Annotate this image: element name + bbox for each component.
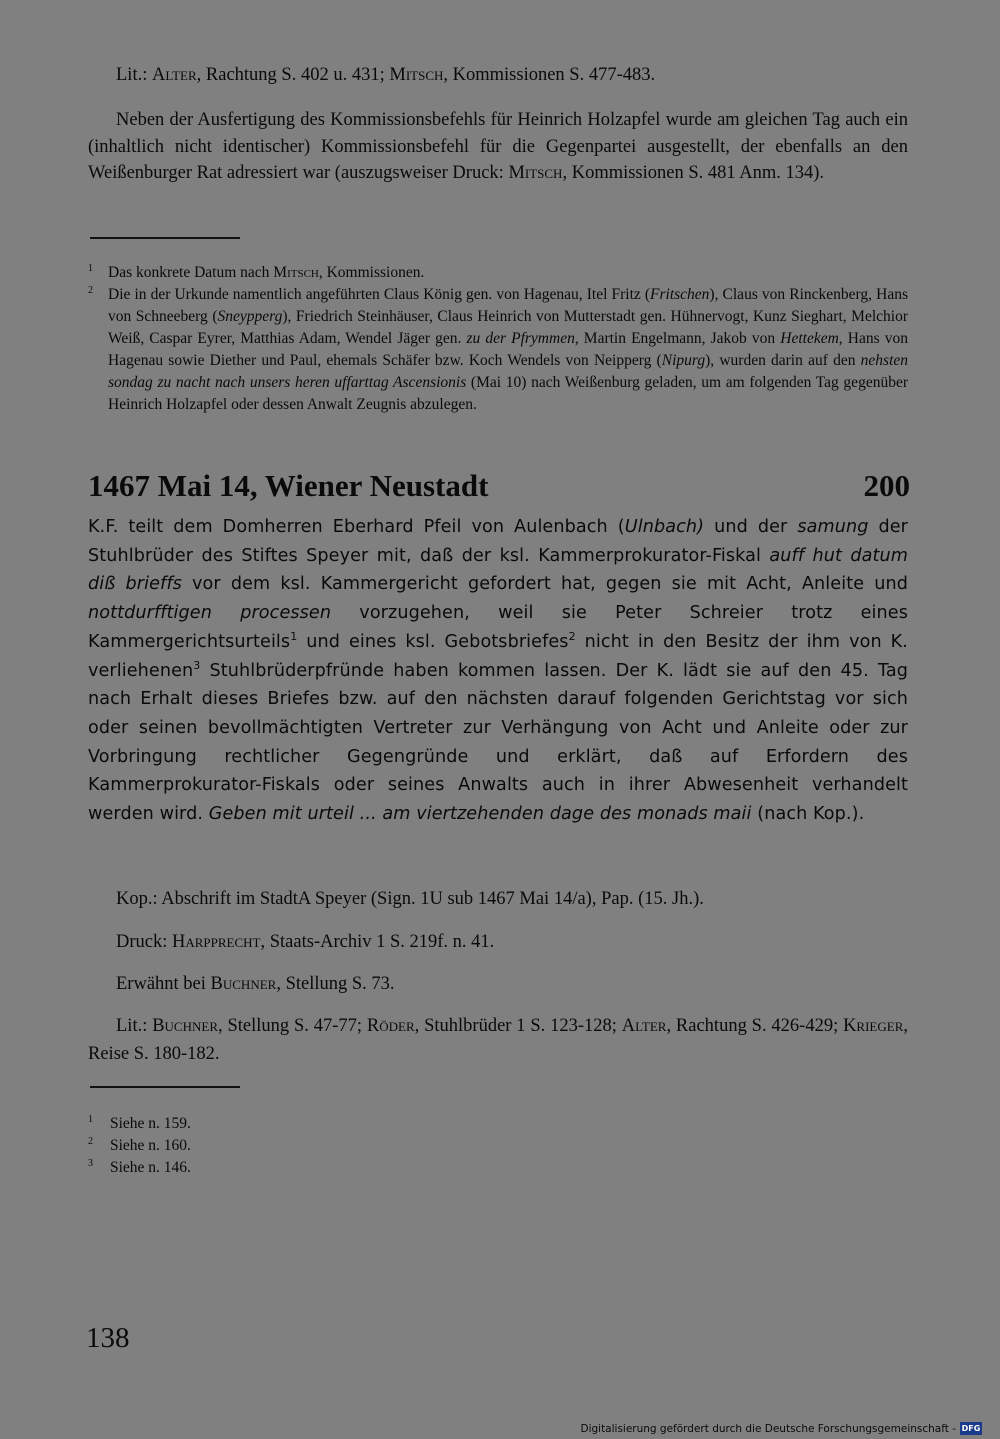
reference: , Rachtung S. 426-429; <box>666 1016 839 1036</box>
author: Krieger <box>843 1016 904 1036</box>
regest-text <box>88 513 908 829</box>
footnote-text: Siehe n. 146. <box>110 1159 191 1176</box>
text: vorzugehen, weil sie Peter Schreier trotz eines Kammergerichtsurteils <box>88 603 908 652</box>
italic-quote: samung <box>797 517 869 537</box>
reference: , Reise S. 180-182. <box>88 1016 908 1064</box>
dfg-logo: DFG <box>961 1424 981 1433</box>
footnote-italic: nehsten sondag zu nacht nach unsers heren uffarttag Ascensionis <box>108 352 909 391</box>
footnote-text: ), wurden darin auf den <box>705 352 861 369</box>
footnote-number: 2 <box>88 1136 93 1147</box>
text: Stuhlbrüderpfründe haben kommen lassen. Der K. lädt sie auf den 45. Tag nach Erhalt dieses Briefes bzw. auf den nächsten darauf folgenden Gerichtstag vor sich oder seinen bevollmächtigten Vertreter zur Verhängung von Acht und Anleite oder zur Vorbringung rechtlicher Gegengründe und erklärt, daß auf Erfordern des Kammerprokurator-Fiskals oder seines Anwalts auch in ihrer Abwesenheit verhandelt werden wird. <box>88 660 908 825</box>
entry-heading <box>88 464 910 508</box>
funding-notice: Digitalisierung gefördert durch die Deutsche Forschungsgemeinschaft - <box>580 1423 956 1435</box>
footnote-number: 1 <box>88 263 93 274</box>
source-mention <box>116 971 916 997</box>
footnote-text: ), Friedrich Steinhäuser, Claus Heinrich von Mutterstadt gen. Hühnervogt, Kunz Sieghart, Melchior Weiß, Caspar Eyrer, Matthias Adam, Wendel Jäger gen. <box>108 308 908 347</box>
footnote <box>88 1157 488 1179</box>
label: Erwähnt bei <box>116 974 206 994</box>
text: nicht in den Besitz der ihm von K. verliehenen <box>88 631 908 681</box>
footnote-text: , Kommissionen. <box>318 264 425 281</box>
footnote-italic: Sneypperg <box>217 308 283 325</box>
lit-label: Lit.: <box>116 1016 148 1036</box>
footnote <box>88 1135 488 1157</box>
author: Mitsch <box>273 264 319 281</box>
footnote-text: , Hans von Hagenau sowie Diether und Paul, ehemals Schäfer bzw. Koch Wendels von Neipperg ( <box>108 330 908 369</box>
author: Röder <box>366 1016 415 1036</box>
footnote-number: 1 <box>88 1114 93 1125</box>
literature-top <box>116 62 916 88</box>
italic-quote: auff hut datum diß brieffs <box>88 545 908 595</box>
author: Alter <box>621 1016 667 1036</box>
page-number: 138 <box>86 1322 130 1354</box>
literature-bottom <box>88 1012 908 1068</box>
text: K.F. teilt dem Domherren Eberhard Pfeil von Aulenbach ( <box>88 517 625 537</box>
footnote-text: Siehe n. 160. <box>110 1137 191 1154</box>
footnote <box>88 262 908 284</box>
footnote-text: Die in der Urkunde namentlich angeführten Claus König gen. von Hagenau, Itel Fritz ( <box>108 286 651 303</box>
footnotes-top <box>88 262 908 416</box>
footnotes-bottom <box>88 1113 488 1179</box>
footnote-italic: Hettekem <box>780 330 839 347</box>
footnote-ref: 2 <box>568 629 576 643</box>
entry-date-place: 1467 Mai 14, Wiener Neustadt <box>88 468 489 503</box>
source-print <box>116 929 916 955</box>
paragraph-text: , Kommissionen S. 481 Anm. 134). <box>562 163 825 183</box>
reference: , Stuhlbrüder 1 S. 123-128; <box>414 1016 617 1036</box>
footnote-italic: Nipurg <box>661 352 706 369</box>
footnote-italic: Fritschen <box>650 286 710 303</box>
text: (nach Kop.). <box>751 804 865 825</box>
author: Harpprecht <box>172 932 261 952</box>
footnote-text: ), Claus von Rinckenberg, Hans von Schneeberg ( <box>108 286 908 325</box>
text: der Stuhlbrüder des Stiftes Speyer mit, daß der ksl. Kammerprokurator-Fiskal <box>88 517 909 566</box>
italic-quote: nottdurfftigen processen <box>88 603 332 624</box>
italic-quote: Geben mit urteil ... am viertzehenden dage des monads maii <box>208 804 752 825</box>
text: vor dem ksl. Kammergericht gefordert hat, gegen sie mit Acht, Anleite und <box>181 574 909 595</box>
footnote-number: 2 <box>88 285 93 296</box>
reference: , Stellung S. 47-77; <box>218 1016 363 1036</box>
label: Druck: <box>116 932 168 952</box>
reference: , Staats-Archiv 1 S. 219f. n. 41. <box>260 932 495 952</box>
author: Buchner <box>210 974 277 994</box>
footnote-ref: 3 <box>193 658 201 672</box>
intro-paragraph <box>88 107 908 187</box>
author: Alter <box>151 65 197 85</box>
paragraph-text: Neben der Ausfertigung des Kommissionsbefehls für Heinrich Holzapfel wurde am gleichen Tag auch ein (inhaltlich nicht identischer) Kommissionsbefehl für die Gegenpartei ausgestellt, der ebenfalls an den Weißenburger Rat adressiert war (auszugsweiser Druck: <box>88 110 908 183</box>
footnote-text: Siehe n. 159. <box>110 1115 191 1132</box>
italic-quote: Ulnbach) <box>624 517 705 537</box>
author: Buchner <box>152 1016 218 1036</box>
reference: , Stellung S. 73. <box>276 974 395 994</box>
footnote-divider <box>90 1086 240 1088</box>
footnote <box>88 1113 488 1135</box>
text: und eines ksl. Gebotsbriefes <box>297 631 569 652</box>
footnote <box>88 284 908 416</box>
footnote-number: 3 <box>88 1158 93 1169</box>
footnote-italic: zu der Pfrymmen <box>466 330 575 347</box>
entry-number: 200 <box>863 468 910 503</box>
footnote-text: , Martin Engelmann, Jakob von <box>574 330 781 347</box>
footnote-text: Das konkrete Datum nach <box>108 264 274 281</box>
reference: , Kommissionen S. 477-483. <box>443 65 656 85</box>
text: und der <box>704 517 798 537</box>
footnote-divider <box>90 237 240 239</box>
source-copy: Kop.: Abschrift im StadtA Speyer (Sign. 1U sub 1467 Mai 14/a), Pap. (15. Jh.). <box>116 889 704 909</box>
lit-label: Lit.: <box>116 65 148 85</box>
author: Mitsch <box>389 65 444 85</box>
footnote-text: (Mai 10) nach Weißenburg geladen, um am folgenden Tag gegenüber Heinrich Holzapfel oder dessen Anwalt Zeugnis abzulegen. <box>108 374 908 413</box>
footnote-ref: 1 <box>290 629 298 643</box>
author: Mitsch <box>508 163 563 183</box>
reference: , Rachtung S. 402 u. 431; <box>196 65 385 85</box>
